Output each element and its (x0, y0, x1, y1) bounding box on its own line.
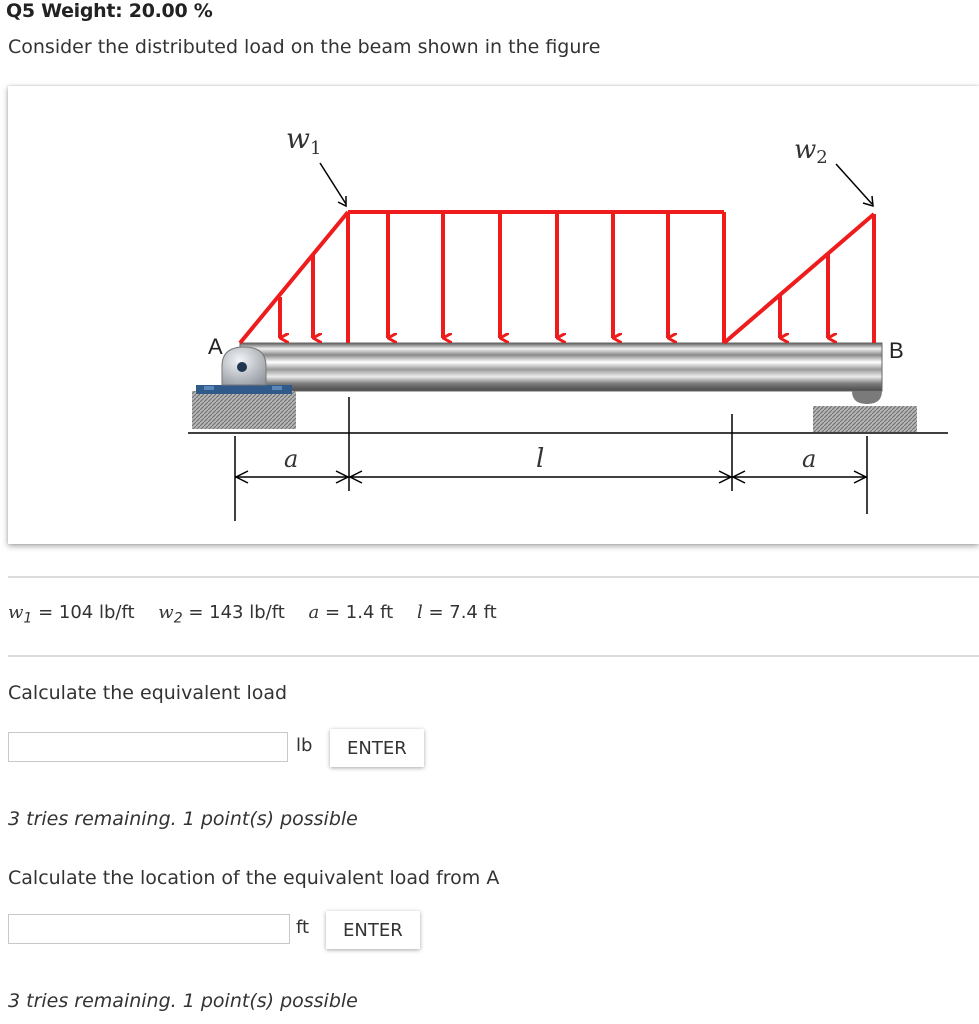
question-intro: Consider the distributed load on the beam shown in the figure (8, 36, 601, 58)
param-w2: $w_2 = 143$ lb/ft (158, 602, 285, 627)
dimension-lines (235, 397, 867, 521)
param-l: l = 7.4 ft (416, 602, 497, 623)
param-a: a = 1.4 ft (308, 602, 394, 623)
part1-unit: lb (296, 735, 313, 756)
part2-answer-input[interactable] (8, 914, 290, 944)
part2-enter-button[interactable]: ENTER (326, 911, 420, 949)
part1-tries-status: 3 tries remaining. 1 point(s) possible (8, 808, 358, 830)
svg-text:w2 (794, 135, 828, 168)
parameters-line (8, 602, 515, 627)
divider-top (8, 576, 979, 578)
param-w1: $w_1 = 104$ lb/ft (8, 602, 135, 627)
part2-tries-status: 3 tries remaining. 1 point(s) possible (8, 990, 358, 1012)
part1-prompt: Calculate the equivalent load (8, 682, 288, 704)
label-w2: w (794, 135, 817, 165)
load-arrows (280, 212, 828, 338)
svg-text:w1 (286, 122, 321, 159)
label-w1-sub: 1 (309, 138, 322, 159)
beam-figure (8, 86, 979, 544)
label-w2-sub: 2 (816, 147, 828, 168)
roller-support-b (813, 391, 917, 432)
question-title: Q5 Weight: 20.00 % (6, 0, 213, 22)
dim-a-left-label: a (284, 445, 299, 473)
label-support-a: A (208, 334, 223, 359)
w1-pointer (320, 163, 346, 204)
w2-pointer (836, 164, 872, 204)
w2-pointer-head (863, 196, 873, 206)
part1-answer-input[interactable] (8, 732, 288, 762)
dim-a-right-label: a (802, 445, 817, 473)
label-support-b: B (889, 338, 904, 363)
part1-enter-button[interactable]: ENTER (330, 729, 424, 767)
beam (240, 343, 882, 391)
label-w1: w (286, 122, 310, 155)
beam-diagram (8, 86, 979, 544)
part2-unit: ft (296, 917, 310, 938)
part2-prompt: Calculate the location of the equivalent load from A (8, 867, 500, 889)
divider-bottom (8, 655, 979, 657)
dim-l-label: l (536, 444, 545, 474)
